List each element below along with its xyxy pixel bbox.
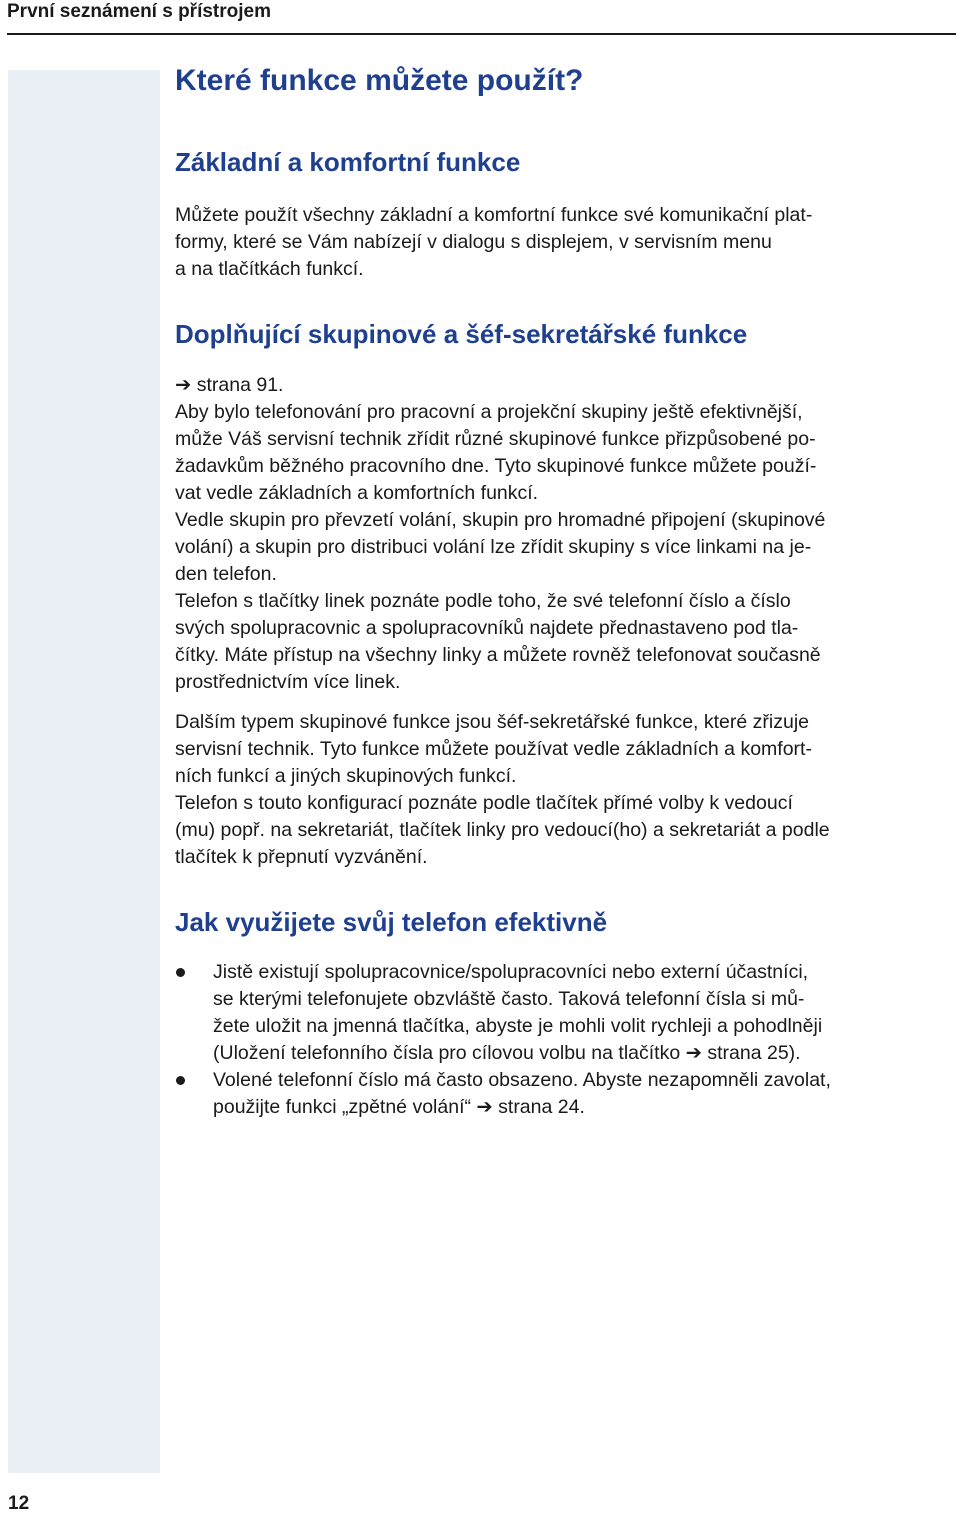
text-line: Můžete použít všechny základní a komfortní funkce své komunikační plat- (175, 204, 813, 226)
margin-band (8, 70, 160, 1473)
bullet-icon (176, 968, 185, 977)
section-heading-basic-functions: Základní a komfortní funkce (175, 147, 521, 177)
text-line: Telefon s touto konfigurací poznáte podle tlačítek přímé volby k vedoucí (175, 792, 793, 814)
text-line: prostřednictvím více linek. (175, 671, 401, 693)
section-group-paragraph-1 (175, 372, 951, 696)
text-line: tlačítek k přepnutí vyzvánění. (175, 846, 428, 868)
text-line: ních funkcí a jiných skupinových funkcí. (175, 765, 517, 787)
section-heading-group-functions: Doplňující skupinové a šéf-sekretářské funkce (175, 319, 748, 349)
text-line: a na tlačítkách funkcí. (175, 258, 364, 280)
tips-list (175, 959, 955, 1121)
list-item (175, 959, 955, 1067)
text-line: může Váš servisní technik zřídit různé skupinové funkce přizpůsobené po- (175, 428, 816, 450)
text-line: Vedle skupin pro převzetí volání, skupin pro hromadné připojení (skupinové (175, 509, 826, 531)
section-group-paragraph-2 (175, 709, 951, 871)
text-line: žete uložit na jmenná tlačítka, abyste je mohli volit rychleji a pohodlněji (213, 1015, 823, 1037)
text-line: vat vedle základních a komfortních funkcí. (175, 482, 539, 504)
text-line: den telefon. (175, 563, 277, 585)
text-line: volání) a skupin pro distribuci volání lze zřídit skupiny s více linkami na je- (175, 536, 812, 558)
text-line: svých spolupracovnic a spolupracovníků najdete přednastaveno pod tla- (175, 617, 799, 639)
text-line: formy, které se Vám nabízejí v dialogu s displejem, v servisním menu (175, 231, 772, 253)
page-reference-link[interactable]: ➔ strana 91. (175, 374, 284, 396)
running-header: První seznámení s přístrojem (7, 1, 271, 22)
bullet-icon (176, 1076, 185, 1085)
text-line: servisní technik. Tyto funkce můžete používat vedle základních a komfort- (175, 738, 812, 760)
text-line: čítky. Máte přístup na všechny linky a můžete rovněž telefonovat současně (175, 644, 821, 666)
page-number: 12 (8, 1493, 30, 1514)
page-reference-link[interactable]: použijte funkci „zpětné volání“ ➔ strana 24. (213, 1096, 585, 1118)
text-line: Dalším typem skupinové funkce jsou šéf-sekretářské funkce, které zřizuje (175, 711, 810, 733)
text-line: (mu) popř. na sekretariát, tlačítek linky pro vedoucí(ho) a sekretariát a podle (175, 819, 830, 841)
text-line: žadavkům běžného pracovního dne. Tyto skupinové funkce můžete použí- (175, 455, 817, 477)
text-line: Aby bylo telefonování pro pracovní a projekční skupiny ještě efektivnější, (175, 401, 803, 423)
text-line: se kterými telefonujete obzvláště často. Taková telefonní čísla si mů- (213, 988, 805, 1010)
text-line: Jistě existují spolupracovnice/spolupracovníci nebo externí účastníci, (213, 961, 809, 983)
header-rule (7, 33, 956, 35)
text-line: Volené telefonní číslo má často obsazeno. Abyste nezapomněli zavolat, (213, 1069, 831, 1091)
section-basic-paragraph (175, 202, 951, 283)
section-heading-efficient-use: Jak využijete svůj telefon efektivně (175, 907, 608, 937)
page-reference-link[interactable]: (Uložení telefonního čísla pro cílovou volbu na tlačítko ➔ strana 25). (213, 1042, 801, 1064)
page-title: Které funkce můžete použít? (175, 64, 584, 97)
list-item (175, 1067, 955, 1121)
text-line: Telefon s tlačítky linek poznáte podle toho, že své telefonní číslo a číslo (175, 590, 791, 612)
